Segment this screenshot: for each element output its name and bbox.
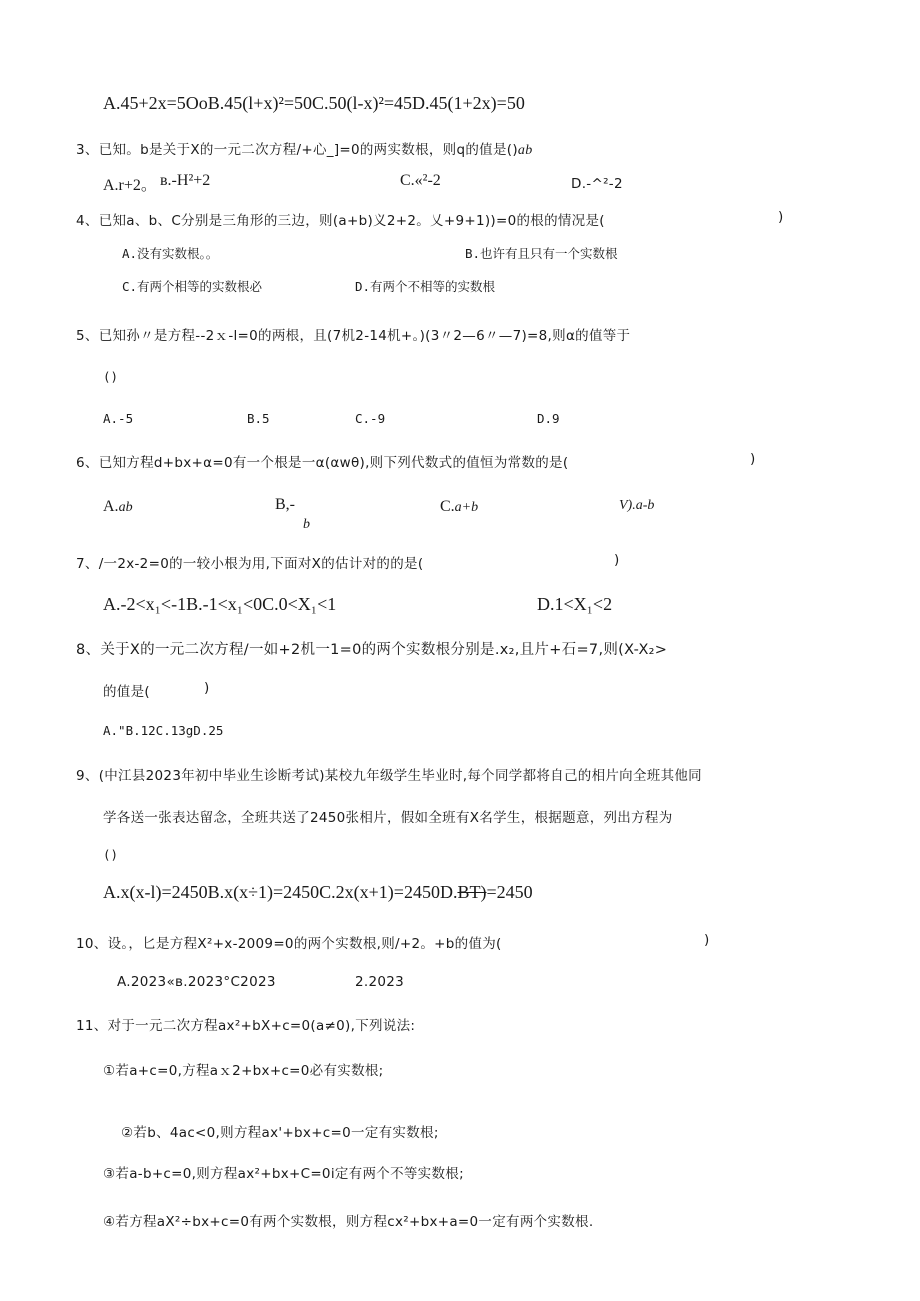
q5-option-a: A.-5 bbox=[103, 411, 134, 426]
q10-paren: ) bbox=[704, 932, 710, 948]
q5-stem: 5、已知孙〃是方程--2ｘ-l=0的两根，且(7机2-14机+。)(3〃2—6〃—7)=8,则α的值等于 bbox=[76, 328, 631, 344]
q8-paren: ) bbox=[204, 680, 210, 696]
q7-paren: ) bbox=[614, 552, 620, 568]
q8-stem-cont: 的值是( bbox=[103, 684, 150, 700]
q3-option-b: в.-H²+2 bbox=[160, 172, 211, 189]
q6-option-b-denominator: b bbox=[303, 517, 310, 532]
q11-statement-1: ①若a+c=0,方程aｘ2+bx+c=0必有实数根; bbox=[103, 1063, 384, 1079]
q5-paren: () bbox=[103, 369, 119, 384]
q9-stem: 9、(中江县2023年初中毕业生诊断考试)某校九年级学生毕业时,每个同学都将自己的相片向全班其他同 bbox=[76, 768, 702, 784]
q10-stem: 10、设。，匕是方程X²+x-2009=0的两个实数根,则/+2。+b的值为( bbox=[76, 936, 502, 952]
q11-statement-2: ②若b、4ac<0,则方程ax'+bx+c=0一定有实数根; bbox=[121, 1125, 439, 1141]
q3-text: 3、已知。b是关于X的一元二次方程/+心_]=0的两实数根，则q的值是() bbox=[76, 142, 518, 158]
q7-option-d: D.1<X₁<2 bbox=[537, 594, 613, 614]
q4-option-a: A.没有实数根。。 bbox=[122, 246, 219, 261]
q6-option-a-expr: ab bbox=[118, 500, 133, 515]
q6-option-c-label: C. bbox=[440, 498, 455, 515]
q6-option-c-expr: a+b bbox=[454, 500, 479, 515]
q3-option-d: D.-^²-2 bbox=[571, 176, 623, 192]
q4-stem: 4、已知a、b、C分别是三角形的三边，则(a+b)义2+2。乂+9+1))=0的根的情况是( bbox=[76, 213, 605, 229]
q8-stem: 8、关于X的一元二次方程/一如+2机一1=0的两个实数根分别是.x₂,且片+石=7,则(X-X₂> bbox=[76, 642, 668, 658]
q9-paren: () bbox=[103, 847, 119, 862]
q9-stem-cont: 学各送一张表达留念，全班共送了2450张相片，假如全班有X名学生，根据题意，列出方程为 bbox=[103, 810, 673, 826]
q9-options bbox=[103, 882, 533, 903]
q5-option-d: D.9 bbox=[537, 411, 560, 426]
q5-option-c: C.-9 bbox=[355, 411, 386, 426]
q6-option-a bbox=[103, 496, 133, 516]
q9-options-main: A.x(x-l)=2450B.x(x÷1)=2450C.2x(x+1)=2450D. bbox=[103, 882, 458, 902]
q11-statement-3: ③若a-b+c=0,则方程ax²+bx+C=0i定有两个不等实数根; bbox=[103, 1166, 464, 1182]
q3-stem bbox=[76, 138, 533, 159]
q6-option-b: B,- bbox=[275, 496, 295, 513]
q6-stem: 6、已知方程d+bx+α=0有一个根是一α(αwθ),则下列代数式的值恒为常数的是( bbox=[76, 455, 569, 471]
q3-tail: ab bbox=[517, 143, 533, 158]
q4-paren: ) bbox=[778, 209, 784, 225]
q4-option-b: B.也许有且只有一个实数根 bbox=[465, 246, 618, 261]
q10-options-abc: A.2023«в.2023°C2023 bbox=[117, 974, 276, 990]
q8-options: A."B.12C.13gD.25 bbox=[103, 723, 224, 738]
q6-option-a-label: A. bbox=[103, 498, 119, 515]
q4-option-d: D.有两个不相等的实数根 bbox=[355, 279, 496, 294]
q6-option-d: V).a-b bbox=[619, 498, 655, 513]
q4-option-c: C.有两个相等的实数根必 bbox=[122, 279, 263, 294]
q3-option-c: C.«²-2 bbox=[400, 172, 441, 189]
q10-option-d: 2.2023 bbox=[355, 974, 405, 990]
q6-paren: ) bbox=[750, 451, 756, 467]
q11-statement-4: ④若方程aX²÷bx+c=0有两个实数根，则方程cx²+bx+a=0一定有两个实数根. bbox=[103, 1214, 594, 1230]
q6-option-c bbox=[440, 496, 478, 516]
q2-options: A.45+2x=5OoB.45(l+x)²=50C.50(l-x)²=45D.45(1+2x)=50 bbox=[103, 93, 525, 113]
q9-option-d-struck: BT) bbox=[457, 882, 487, 902]
q3-option-a: A.r+2。 bbox=[103, 177, 157, 194]
q11-stem: 11、对于一元二次方程ax²+bX+c=0(a≠0),下列说法: bbox=[76, 1018, 416, 1034]
q5-option-b: B.5 bbox=[247, 411, 270, 426]
q9-option-d-end: =2450 bbox=[486, 882, 533, 902]
q7-stem: 7、/一2x-2=0的一较小根为用,下面对X的估计对的的是( bbox=[76, 556, 424, 572]
q7-options-abc: A.-2<x₁<-1B.-1<x₁<0C.0<X₁<1 bbox=[103, 594, 337, 614]
